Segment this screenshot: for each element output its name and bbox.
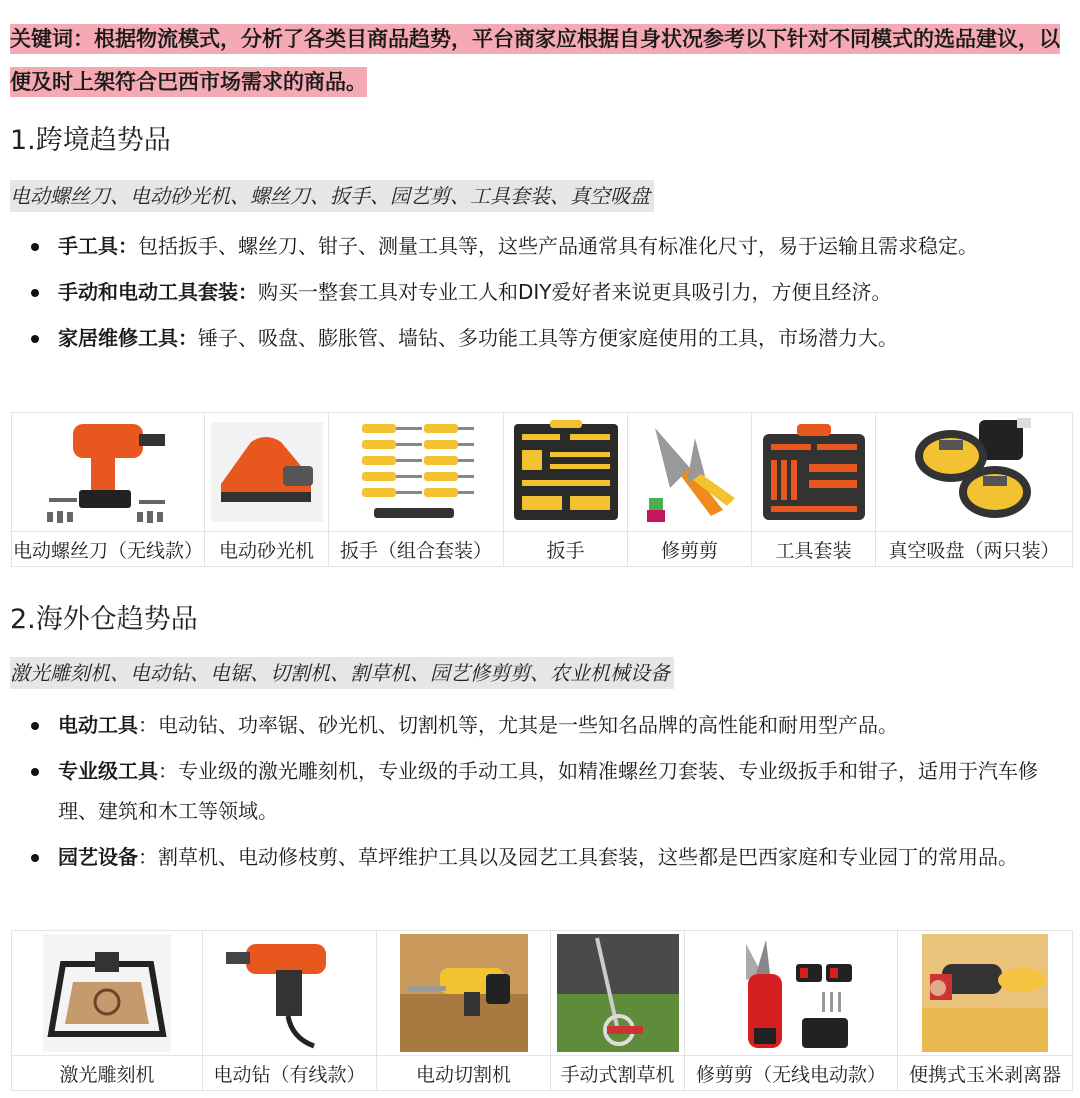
- product-caption: 工具套装: [752, 532, 876, 567]
- pruning-shears-icon: [635, 418, 745, 526]
- product-caption: 电动切割机: [377, 1056, 551, 1091]
- section2-bullet-list: [28, 705, 1064, 883]
- product-image-cell: [628, 413, 752, 532]
- section2-keywords: 激光雕刻机、电动钻、电锯、切割机、割草机、园艺修剪剪、农业机械设备: [10, 657, 674, 689]
- corn-sheller-icon: [922, 934, 1048, 1052]
- product-image-cell: [377, 931, 551, 1056]
- section1-product-table: [11, 412, 1073, 567]
- product-image-cell: [329, 413, 504, 532]
- product-image-cell: [876, 413, 1073, 532]
- product-image-cell: [504, 413, 628, 532]
- laser-engraver-icon: [43, 934, 171, 1052]
- screwdriver-set-icon: [354, 416, 478, 528]
- product-caption: 扳手: [504, 532, 628, 567]
- section2-heading: 2.海外仓趋势品: [10, 604, 198, 635]
- product-caption: 激光雕刻机: [12, 1056, 203, 1091]
- section1-heading: 1.跨境趋势品: [10, 125, 171, 156]
- cordless-drill-icon: [43, 416, 173, 528]
- corded-drill-icon: [226, 934, 354, 1052]
- intro-highlight: 关键词：根据物流模式，分析了各类目商品趋势，平台商家应根据自身状况参考以下针对不同模式的选品建议，以便及时上架符合巴西市场需求的商品。: [10, 18, 1072, 104]
- section2-product-table: [11, 930, 1073, 1091]
- product-image-cell: [12, 413, 205, 532]
- product-caption: 手动式割草机: [551, 1056, 685, 1091]
- product-image-cell: [898, 931, 1073, 1056]
- product-caption: 真空吸盘（两只装）: [876, 532, 1073, 567]
- toolbox-case-icon: [510, 420, 622, 524]
- electric-pruner-icon: [726, 934, 856, 1052]
- product-caption: 电动钻（有线款）: [203, 1056, 377, 1091]
- section1-keywords: 电动螺丝刀、电动砂光机、螺丝刀、扳手、园艺剪、工具套装、真空吸盘: [10, 180, 654, 212]
- product-caption: 电动螺丝刀（无线款）: [12, 532, 205, 567]
- reel-mower-icon: [557, 934, 679, 1052]
- product-image-cell: [205, 413, 329, 532]
- list-item: 专业级工具：专业级的激光雕刻机，专业级的手动工具，如精准螺丝刀套装、专业级扳手和钳子，适用于汽车修理、建筑和木工等领域。: [28, 751, 1064, 831]
- product-image-cell: [12, 931, 203, 1056]
- product-caption: 扳手（组合套装）: [329, 532, 504, 567]
- list-item: 园艺设备：割草机、电动修枝剪、草坪维护工具以及园艺工具套装，这些都是巴西家庭和专业园丁的常用品。: [28, 837, 1064, 877]
- section1-bullet-list: [28, 226, 1064, 364]
- product-image-cell: [752, 413, 876, 532]
- tool-kit-icon: [759, 420, 869, 524]
- reciprocating-saw-icon: [400, 934, 528, 1052]
- list-item: 手工具：包括扳手、螺丝刀、钳子、测量工具等，这些产品通常具有标准化尺寸，易于运输且需求稳定。: [28, 226, 1064, 266]
- product-image-cell: [203, 931, 377, 1056]
- product-caption: 修剪剪: [628, 532, 752, 567]
- list-item: 手动和电动工具套装：购买一整套工具对专业工人和DIY爱好者来说更具吸引力，方便且经济。: [28, 272, 1064, 312]
- suction-cup-icon: [909, 416, 1039, 528]
- product-caption: 电动砂光机: [205, 532, 329, 567]
- list-item: 家居维修工具：锤子、吸盘、膨胀管、墙钻、多功能工具等方便家庭使用的工具，市场潜力大。: [28, 318, 1064, 358]
- product-caption: 修剪剪（无线电动款）: [685, 1056, 898, 1091]
- list-item: 电动工具：电动钻、功率锯、砂光机、切割机等，尤其是一些知名品牌的高性能和耐用型产品。: [28, 705, 1064, 745]
- product-image-cell: [685, 931, 898, 1056]
- product-image-cell: [551, 931, 685, 1056]
- product-caption: 便携式玉米剥离器: [898, 1056, 1073, 1091]
- sander-icon: [211, 422, 323, 522]
